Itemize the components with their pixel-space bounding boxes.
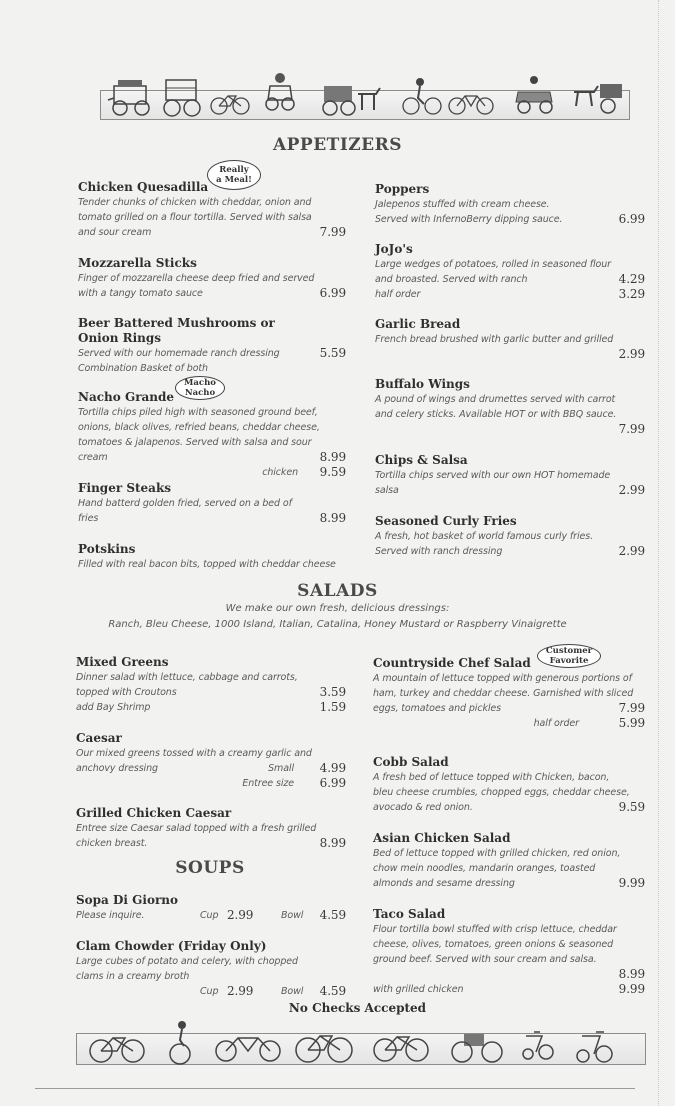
menu-item-clam-chowder [76,939,346,999]
item-description: bleu cheese crumbles, chopped eggs, cheddar cheese, [373,787,630,798]
item-description: half order [375,289,421,300]
item-description: Tortilla chips served with our own HOT homemade [375,470,611,481]
no-checks-note: No Checks Accepted [288,1001,427,1015]
tricycle-icon [450,1028,506,1064]
item-description: Combination Basket of both [78,363,208,374]
chicken-option-label: with grilled chicken [373,984,464,995]
item-description: topped with Croutons [76,687,177,698]
item-description: with a tangy tomato sauce [78,288,203,299]
item-description: chicken breast. [76,838,148,849]
half-order-label: half order [533,718,579,729]
item-price: 6.99 [319,776,346,790]
menu-item-chicken-quesadilla [78,180,346,240]
menu-item-buffalo-wings [375,377,645,437]
horse-buggy-icon [570,76,632,116]
item-price: 4.29 [618,272,645,286]
item-description: Please inquire. [76,910,145,921]
small-size-label: Small [268,763,294,774]
menu-item-mozzarella-sticks [78,256,346,301]
cup-label: Cup [200,986,219,997]
automobile-icon [512,74,558,116]
item-price: 9.99 [618,876,645,890]
item-description: Bed of lettuce topped with grilled chicken, red onion, [373,848,621,859]
horse-carriage-icon [318,80,384,118]
item-description: Entree size Caesar salad topped with a fresh grilled [76,823,317,834]
menu-item-finger-steaks [78,481,346,526]
item-description: and sour cream [78,227,152,238]
item-description: ham, turkey and cheddar cheese. Garnished with sliced [373,688,634,699]
bicycle-icon [294,1028,354,1064]
page-edge [658,0,659,1106]
item-name: Asian Chicken Salad [373,831,511,845]
chicken-option-label: chicken [262,467,298,478]
item-price: 9.59 [319,465,346,479]
item-price: 7.99 [319,225,346,239]
item-description: avocado & red onion. [373,802,473,813]
item-price: 3.59 [319,685,346,699]
highwheel-rider-icon [166,1020,198,1066]
item-name: JoJo's [375,242,413,256]
item-description: and broasted. Served with ranch [375,274,528,285]
cup-label: Cup [200,910,219,921]
item-name: Garlic Bread [375,317,461,331]
item-name: Onion Rings [78,331,162,345]
item-price: 8.99 [319,836,346,850]
cup-price: 2.99 [227,984,254,998]
menu-item-chips-salsa [375,453,645,498]
item-name: Clam Chowder (Friday Only) [76,939,267,953]
item-description: Served with our homemade ranch dressing [78,348,280,359]
item-name: Finger Steaks [78,481,172,495]
item-description: A fresh, hot basket of world famous curly fries. [375,531,594,542]
item-description: cream [78,452,108,463]
child-tricycle-icon [520,1028,554,1062]
stagecoach-icon [104,72,154,118]
dressings-intro: We make our own fresh, delicious dressings: [225,603,450,614]
appetizers-title: APPETIZERS [272,135,403,155]
item-price: 1.59 [319,700,346,714]
item-description: tomato grilled on a flour tortilla. Served with salsa [78,212,312,223]
carriage-icon [160,74,206,118]
menu-item-jojos [375,242,645,302]
item-name: Poppers [375,182,430,196]
item-name: Taco Salad [373,907,446,921]
item-description: onions, black olives, refried beans, cheddar cheese, [78,422,320,433]
item-description: eggs, tomatoes and pickles [373,703,501,714]
bicycle-icon [88,1030,146,1064]
item-description: Filled with real bacon bits, topped with cheddar cheese [78,559,336,570]
tricycle-icon [574,1026,614,1064]
item-description: salsa [375,485,399,496]
bicycle-icon [372,1028,430,1064]
item-price: 8.99 [319,450,346,464]
item-price: 3.29 [618,287,645,301]
item-name: Chicken Quesadilla [78,180,209,194]
item-name: Chips & Salsa [375,453,468,467]
item-price: 2.99 [618,347,645,361]
item-price: 4.99 [319,761,346,775]
item-description: chow mein noodles, mandarin oranges, toasted [373,863,596,874]
item-description: Served with InfernoBerry dipping sauce. [375,214,563,225]
menu-item-cobb-salad [373,755,645,815]
item-name: Buffalo Wings [375,377,470,391]
menu-item-nacho-grande [78,390,346,480]
item-name: Beer Battered Mushrooms or [78,316,275,330]
bowl-label: Bowl [281,910,304,921]
item-name: Countryside Chef Salad [373,656,531,670]
item-description: and celery sticks. Available HOT or with BBQ sauce. [375,409,617,420]
motorcar-icon [262,70,298,114]
item-name: Sopa Di Giorno [76,893,179,907]
item-description: add Bay Shrimp [76,702,151,713]
item-name: Grilled Chicken Caesar [76,806,232,820]
tandem-bicycle-icon [214,1030,282,1064]
item-description: Large wedges of potatoes, rolled in seasoned flour [375,259,611,270]
bicycle-icon [210,88,250,116]
item-price: 5.99 [618,716,645,730]
item-description: tomatoes & jalapenos. Served with salsa and sour [78,437,312,448]
menu-item-grilled-chicken-caesar [76,806,346,851]
bowl-price: 4.59 [319,984,346,998]
rider-bicycle-icon [402,76,442,116]
menu-item-curly-fries [375,514,645,559]
item-price: 5.59 [319,346,346,360]
item-description: anchovy dressing [76,763,158,774]
item-price: 2.99 [618,483,645,497]
item-description: clams in a creamy broth [76,971,190,982]
item-description: Tender chunks of chicken with cheddar, onion and [78,197,312,208]
item-description: Hand batterd golden fried, served on a bed of [78,498,292,509]
item-price: 7.99 [618,701,645,715]
entree-size-label: Entree size [242,778,294,789]
macho-nacho-badge: Macho Nacho [175,376,225,400]
item-description: Served with ranch dressing [375,546,503,557]
menu-item-potskins [78,542,358,572]
really-meal-badge: Really a Meal! [207,160,261,190]
item-price: 2.99 [618,544,645,558]
item-name: Cobb Salad [373,755,449,769]
tandem-bicycle-icon [448,88,494,116]
bowl-label: Bowl [281,986,304,997]
item-price: 9.59 [618,800,645,814]
item-description: French bread brushed with garlic butter and grilled [375,334,614,345]
item-description: A fresh bed of lettuce topped with Chicken, bacon, [373,772,610,783]
bowl-price: 4.59 [319,908,346,922]
item-name: Caesar [76,731,122,745]
menu-item-beer-battered-mushrooms [78,316,346,376]
item-price: 6.99 [319,286,346,300]
item-description: Flour tortilla bowl stuffed with crisp lettuce, cheddar [373,924,617,935]
menu-item-caesar [76,731,346,791]
item-description: fries [78,513,99,524]
menu-item-asian-chicken-salad [373,831,645,891]
item-description: cheese, olives, tomatoes, green onions & seasoned [373,939,614,950]
menu-item-taco-salad [373,907,645,997]
salads-title: SALADS [297,581,378,601]
footer-divider [35,1088,635,1089]
item-description: ground beef. Served with sour cream and salsa. [373,954,597,965]
menu-item-countryside-chef-salad [373,656,645,731]
item-description: almonds and sesame dressing [373,878,515,889]
item-description: Large cubes of potato and celery, with chopped [76,956,298,967]
menu-item-poppers [375,182,645,227]
item-description: Dinner salad with lettuce, cabbage and carrots, [76,672,298,683]
cup-price: 2.99 [227,908,254,922]
menu-item-sopa-di-giorno [76,893,346,923]
item-name: Potskins [78,542,136,556]
soups-title: SOUPS [175,858,245,878]
dressings-list: Ranch, Bleu Cheese, 1000 Island, Italian, Catalina, Honey Mustard or Raspberry Vinaigrette [108,619,567,630]
item-price: 7.99 [618,422,645,436]
item-name: Seasoned Curly Fries [375,514,517,528]
item-description: Finger of mozzarella cheese deep fried and served [78,273,315,284]
item-name: Mixed Greens [76,655,169,669]
item-description: A mountain of lettuce topped with generous portions of [373,673,632,684]
item-description: Our mixed greens tossed with a creamy garlic and [76,748,312,759]
menu-item-garlic-bread [375,317,645,362]
item-price: 6.99 [618,212,645,226]
item-description: A pound of wings and drumettes served with carrot [375,394,616,405]
item-name: Nacho Grande [78,390,175,404]
item-description: Tortilla chips piled high with seasoned ground beef, [78,407,318,418]
customer-favorite-badge: Customer Favorite [537,644,601,668]
item-price: 8.99 [618,967,645,981]
item-description: Jalepenos stuffed with cream cheese. [375,199,550,210]
menu-item-mixed-greens [76,655,346,715]
item-price: 8.99 [319,511,346,525]
item-price: 9.99 [618,982,645,996]
bottom-vehicle-banner [76,1033,646,1065]
item-name: Mozzarella Sticks [78,256,197,270]
